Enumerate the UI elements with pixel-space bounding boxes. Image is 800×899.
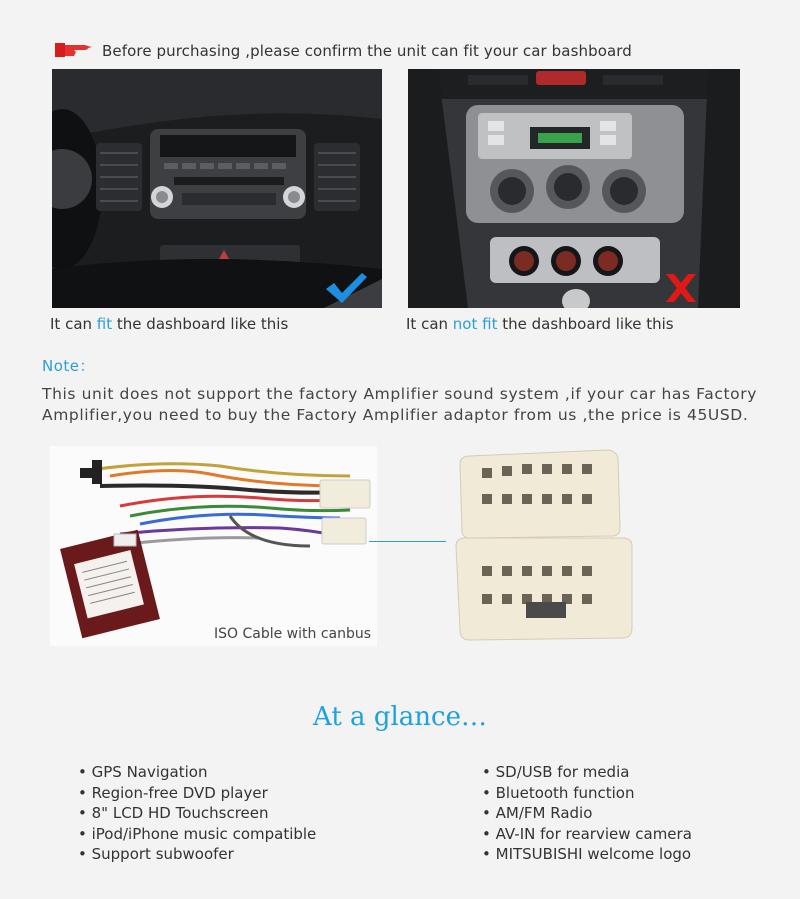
list-item: • iPod/iPhone music compatible <box>78 824 317 843</box>
note-body: This unit does not support the factory Amplifier sound system ,if your car has Factory Amplifier,you need to buy the Factory Amplifier adaptor from us ,the price is 45USD. <box>42 385 757 424</box>
cross-icon <box>664 272 698 304</box>
list-item: • Support subwoofer <box>78 845 234 863</box>
list-item: • AV-IN for rearview camera <box>482 824 692 843</box>
list-item: • GPS Navigation <box>78 763 208 781</box>
at-a-glance-title: At a glance… <box>313 702 487 732</box>
feature-list-left <box>78 762 316 865</box>
dashboard-fit-photo <box>52 69 382 308</box>
caption-fit: It can fit the dashboard like this <box>50 315 289 333</box>
list-item: • AM/FM Radio <box>482 804 593 822</box>
list-item: • MITSUBISHI welcome logo <box>482 845 692 863</box>
note-title: Note： <box>42 357 96 375</box>
check-icon <box>324 271 368 305</box>
header-text: Before purchasing ,please confirm the unit can fit your car bashboard <box>102 42 632 60</box>
list-item: • 8" LCD HD Touchscreen <box>78 804 269 822</box>
iso-cable-photo <box>50 446 377 646</box>
dashboard-notfit-photo <box>408 69 740 308</box>
caption-notfit: It can not fit the dashboard like this <box>406 315 674 333</box>
list-item: • SD/USB for media <box>482 763 630 781</box>
list-item: • Region-free DVD player <box>78 783 268 802</box>
feature-list-right <box>482 762 692 865</box>
cable-caption: ISO Cable with canbus <box>214 626 372 642</box>
list-item: • Bluetooth function <box>482 783 635 802</box>
pointing-hand-icon <box>54 40 94 60</box>
connector-closeup-photo <box>446 442 638 642</box>
